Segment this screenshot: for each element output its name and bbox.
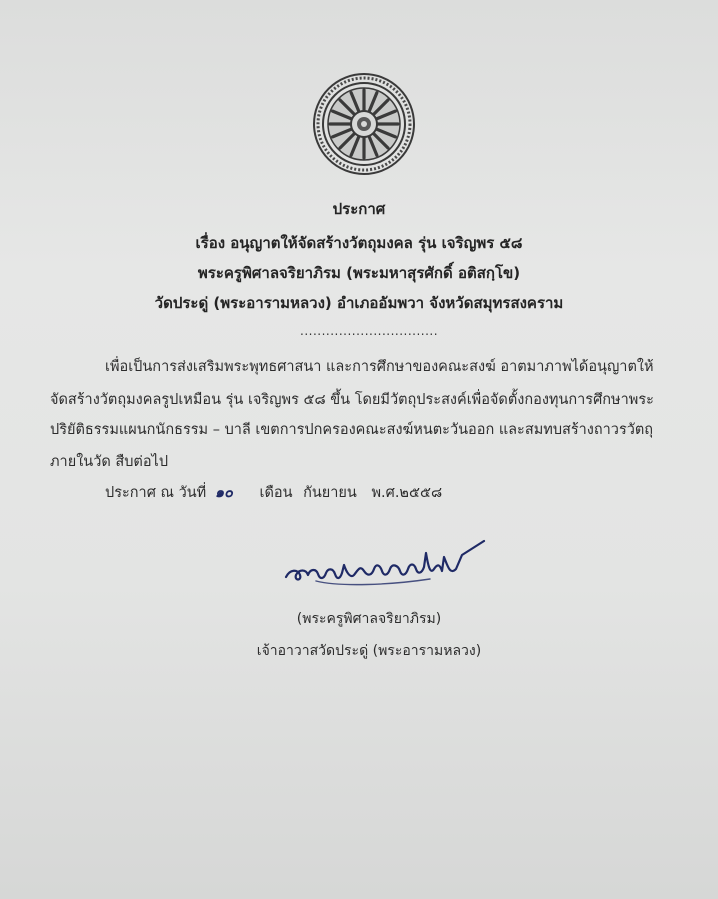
body-line-4: ภายในวัด สืบต่อไป xyxy=(50,454,169,470)
temple-name: วัดประดู่ (พระอารามหลวง) อำเภออัมพวา จังหวัดสมุทรสงคราม xyxy=(154,294,564,312)
dharma-wheel-icon xyxy=(312,72,416,176)
handwritten-signature xyxy=(280,535,490,595)
body-line-2: จัดสร้างวัตถุมงคลรูปเหมือน รุ่น เจริญพร ๕๘ ขึ้น โดยมีวัตถุประสงค์เพื่อจัดตั้งกองทุนการศึกษาพระ xyxy=(50,392,654,408)
body-line-3: ปริยัติธรรมแผนกนักธรรม – บาลี เขตการปกครองคณะสงฆ์หนตะวันออก และสมทบสร้างถาวรวัตถุ xyxy=(50,422,654,438)
document-title: ประกาศ xyxy=(332,200,386,218)
date-month: กันยายน xyxy=(303,485,357,501)
document-subject: เรื่อง อนุญาตให้จัดสร้างวัตถุมงคล รุ่น เจริญพร ๕๘ xyxy=(195,234,523,252)
divider-dots: ................................ xyxy=(300,324,439,338)
date-prefix: ประกาศ ณ วันที่ xyxy=(105,485,207,501)
date-day: ๑๐ xyxy=(214,485,233,501)
date-year: พ.ศ.๒๕๕๘ xyxy=(371,485,443,501)
date-line xyxy=(105,481,442,504)
body-line-1: เพื่อเป็นการส่งเสริมพระพุทธศาสนา และการศึกษาของคณะสงฆ์ อาตมาภาพได้อนุญาตให้ xyxy=(105,359,654,375)
signatory-position: เจ้าอาวาสวัดประดู่ (พระอารามหลวง) xyxy=(256,643,482,659)
month-label: เดือน xyxy=(259,485,293,501)
signatory-name: (พระครูพิศาลจริยาภิรม) xyxy=(296,611,442,627)
issuer-name: พระครูพิศาลจริยาภิรม (พระมหาสุรศักดิ์ อติสกฺโข) xyxy=(197,264,521,282)
